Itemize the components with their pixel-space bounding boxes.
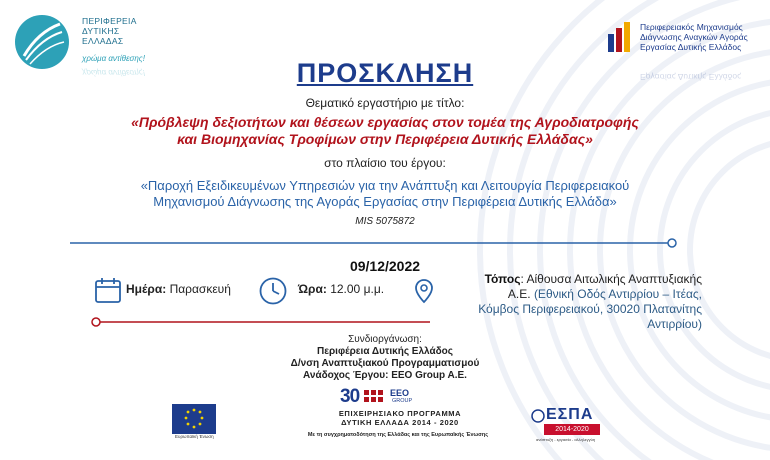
time-label: Ώρα: <box>298 282 327 296</box>
workshop-title <box>60 114 710 148</box>
program-line: ΕΠΙΧΕΙΡΗΣΙΑΚΟ ΠΡΟΓΡΑΜΜΑ <box>338 409 462 418</box>
place-label: Τόπος <box>484 272 521 286</box>
time-value: 12.00 μ.μ. <box>330 282 385 296</box>
espa-logo <box>530 406 602 446</box>
calendar-icon <box>94 276 122 304</box>
region-slogan-reflection: χρώμα αντίθεσης! <box>82 68 145 77</box>
eu-label: Ευρωπαϊκή Ένωση <box>175 434 214 439</box>
mechanism-name-line: Διάγνωσης Αναγκών Αγοράς <box>640 32 748 42</box>
place-line: Α.Ε. <box>507 287 534 301</box>
project-title-line: «Παροχή Εξειδικευμένων Υπηρεσιών για την Ανάπτυξη και Λειτουργία Περιφερειακού <box>140 178 630 193</box>
event-date: 09/12/2022 <box>349 258 421 274</box>
place-line: Κόμβος Περιφερειακού, 30020 Πλατανίτης <box>478 302 702 316</box>
place-line: : Αίθουσα Αιτωλικής Αναπτυξιακής <box>520 272 702 286</box>
project-title-line: Μηχανισμού Διάγνωσης της Αγοράς Εργασίας στην Περιφέρεια Δυτικής Ελλάδα» <box>153 194 617 209</box>
espa-years: 2014-2020 <box>544 424 600 435</box>
program-line: ΔΥΤΙΚΗ ΕΛΛΑΔΑ 2014 - 2020 <box>341 417 459 427</box>
event-location <box>440 272 702 332</box>
eu-flag-icon <box>172 404 216 434</box>
place-line: Αντιρρίου) <box>647 317 702 331</box>
invitation-title: ΠΡΟΣΚΛΗΣΗ <box>296 58 474 88</box>
mis-code: MIS 5075872 <box>355 216 415 227</box>
organizer: Δ/νση Αναπτυξιακού Προγραμματισμού <box>290 358 480 369</box>
region-name-line: ΔΥΤΙΚΗΣ <box>82 26 120 36</box>
eeo-name: EEO <box>390 388 410 398</box>
organizers-label: Συνδιοργάνωση: <box>348 334 422 345</box>
program-name <box>260 410 540 427</box>
organizer: Περιφέρεια Δυτικής Ελλάδος <box>317 346 453 357</box>
workshop-intro: Θεματικό εργαστήριο με τίτλο: <box>305 96 465 110</box>
region-name-line: ΕΛΛΑΔΑΣ <box>82 36 124 46</box>
eeo-group: GROUP <box>392 398 413 404</box>
mechanism-name-reflection: Εργασίας Δυτικής Ελλάδος <box>640 72 742 82</box>
region-slogan: χρώμα αντίθεσης! <box>82 54 145 63</box>
espa-title: ΕΣΠΑ <box>546 406 594 423</box>
cofunding-note: Με τη συγχρηματοδότηση της Ελλάδας και της Ευρωπαϊκής Ένωσης <box>307 432 489 438</box>
espa-slogan: ανάπτυξη - εργασία - αλληλεγγύη <box>536 437 596 442</box>
region-name-line: ΠΕΡΙΦΕΡΕΙΑ <box>82 16 137 26</box>
organizer: Ανάδοχος Έργου: EEO Group A.E. <box>303 370 467 381</box>
place-line: (Εθνική Οδός Αντιρρίου – Ιτέας, <box>533 287 702 301</box>
day-value: Παρασκευή <box>169 282 231 296</box>
workshop-title-line: «Πρόβλεψη δεξιοτήτων και θέσεων εργασίας στον τομέα της Αγροδιατροφής <box>131 114 639 130</box>
organizers <box>0 334 770 382</box>
event-time <box>258 276 385 311</box>
day-label: Ημέρα: <box>126 282 167 296</box>
mechanism-name-line: Περιφερειακός Μηχανισμός <box>640 22 743 32</box>
eeo-anniversary: 30 <box>340 386 360 407</box>
clock-icon <box>258 276 288 306</box>
project-context: στο πλαίσιο του έργου: <box>324 156 446 170</box>
funding-banner <box>160 386 620 446</box>
project-title <box>80 178 690 210</box>
mechanism-name-line: Εργασίας Δυτικής Ελλάδος <box>640 42 742 52</box>
event-day <box>94 276 231 309</box>
espa-stars-icon <box>530 409 546 423</box>
mechanism-emblem-icon <box>606 20 636 54</box>
workshop-title-line: και Βιομηχανίας Τροφίμων στην Περιφέρεια Δυτικής Ελλάδας» <box>177 131 593 147</box>
location-pin-icon <box>414 278 434 304</box>
